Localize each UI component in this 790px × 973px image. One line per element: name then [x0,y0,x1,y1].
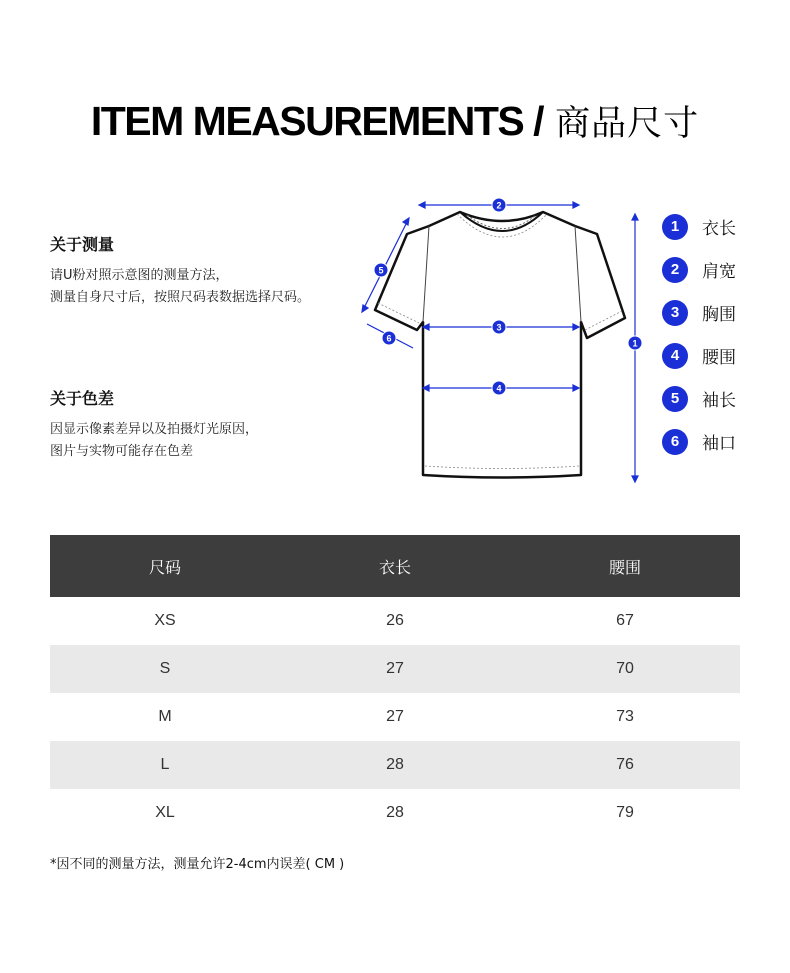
color-note-line: 因显示像素差异以及拍摄灯光原因， [50,422,259,437]
marker-3-label: 3 [496,322,502,333]
page-title [0,96,790,146]
legend-item-shoulder [662,248,772,291]
marker-4-label: 4 [496,383,502,394]
size-table [50,535,740,837]
legend-label: 袖长 [702,391,736,411]
legend-item-length [662,205,772,248]
legend-number: 6 [662,429,688,455]
cell-waist: 76 [616,756,634,773]
header-waist: 腰围 [608,557,641,577]
tshirt-diagram [355,190,650,490]
title-cn: 商品尺寸 [543,104,700,144]
arrow [419,202,425,208]
legend-number: 5 [662,386,688,412]
cell-size: S [159,660,171,677]
measurement-legend [662,205,772,463]
cell-waist: 67 [616,612,634,629]
legend-number: 1 [662,214,688,240]
arrow [403,218,409,225]
title-en: ITEM MEASUREMENTS / [90,98,543,144]
color-note [50,386,370,463]
size-table-header [50,535,740,597]
measurement-note-line: 测量自身尺寸后，按照尺码表数据选择尺码。 [50,290,311,305]
marker-6 [382,331,396,345]
cell-waist: 79 [616,804,634,821]
cell-size: L [160,756,170,773]
marker-2 [492,198,506,212]
legend-item-waist [662,334,772,377]
marker-4 [492,381,506,395]
legend-item-sleeve [662,377,772,420]
arrow [573,202,579,208]
marker-1 [628,336,642,350]
header-length: 衣长 [378,557,411,577]
marker-1-label: 1 [632,338,638,349]
cell-length: 28 [386,756,404,773]
legend-label: 腰围 [702,348,736,368]
legend-item-cuff [662,420,772,463]
measurement-note-heading: 关于测量 [50,235,115,254]
marker-2-label: 2 [496,200,502,211]
marker-3 [492,320,506,334]
legend-label: 袖口 [702,434,736,454]
cell-waist: 70 [616,660,634,677]
cell-size: M [158,708,172,725]
table-row [50,597,740,645]
cell-length: 28 [386,804,404,821]
cell-length: 26 [386,612,404,629]
cell-waist: 73 [616,708,634,725]
legend-number: 2 [662,257,688,283]
legend-item-chest [662,291,772,334]
table-row [50,693,740,741]
tolerance-footnote: *因不同的测量方法，测量允许2-4cm内误差( CM ) [50,857,345,872]
table-row [50,645,740,693]
table-row [50,741,740,789]
measurement-note-line: 请U粉对照示意图的测量方法， [50,268,229,283]
legend-label: 衣长 [702,219,736,239]
cell-size: XL [155,804,175,821]
cell-length: 27 [386,708,404,725]
tshirt-outline [375,212,625,478]
marker-5 [374,263,388,277]
color-note-line: 图片与实物可能存在色差 [50,444,194,459]
table-row [50,789,740,837]
marker-5-label: 5 [378,265,384,276]
header-size: 尺码 [148,557,181,577]
arrow [632,214,638,220]
arrow [362,305,368,312]
arrow [632,476,638,482]
legend-label: 胸围 [702,305,736,325]
cell-size: XS [154,612,176,629]
color-note-heading: 关于色差 [50,389,115,408]
measurement-note [50,232,370,309]
legend-number: 3 [662,300,688,326]
legend-number: 4 [662,343,688,369]
cell-length: 27 [386,660,404,677]
marker-6-label: 6 [386,333,392,344]
legend-label: 肩宽 [702,262,736,282]
